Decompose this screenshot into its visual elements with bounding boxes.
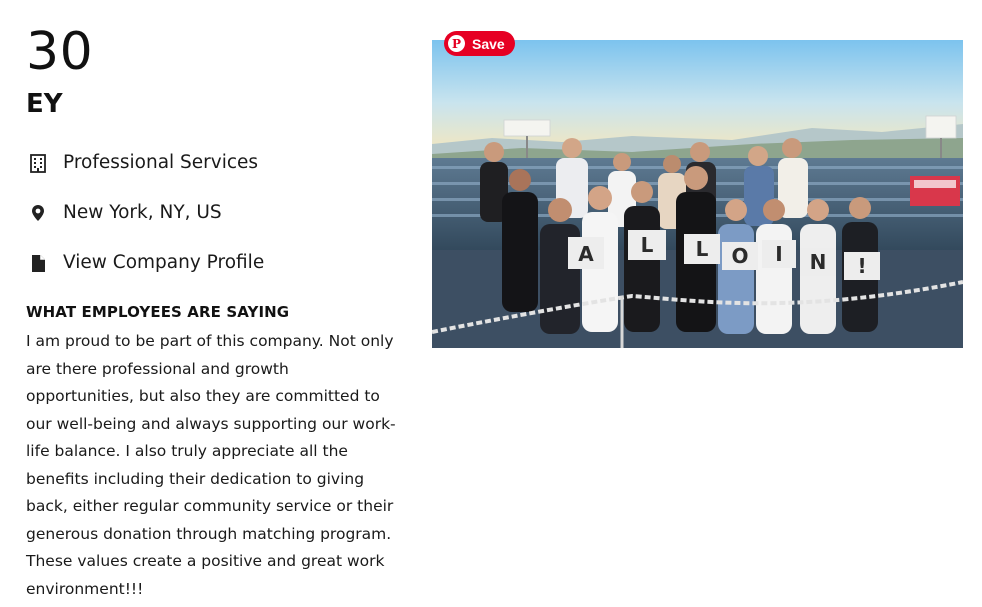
- sign-letter: !: [857, 254, 867, 278]
- sign-letter: N: [809, 250, 827, 274]
- building-icon: [26, 151, 50, 175]
- employee-quote-text: I am proud to be part of this company. Not only are there professional and growth opportunities, but also they are committed to our well-being and always supporting our work-life balance. I also truly appreciate all the benefits including their dedication to giving back, either regular community service or their generous donation through matching program. These values create a positive and great work environment!!!: [26, 332, 396, 598]
- location-label: New York, NY, US: [63, 202, 222, 223]
- sign-letter: A: [578, 242, 594, 266]
- view-company-profile-label: View Company Profile: [63, 252, 265, 273]
- company-name: EY: [26, 89, 63, 119]
- view-company-profile-link[interactable]: [26, 250, 396, 276]
- sign-letter: L: [695, 237, 709, 261]
- document-icon: [26, 251, 50, 275]
- sign-letter: O: [731, 244, 749, 268]
- company-team-photo: [432, 40, 963, 348]
- pinterest-logo-icon: P: [448, 35, 465, 52]
- pinterest-save-label: Save: [472, 35, 505, 52]
- employees-quote-heading: WHAT EMPLOYEES ARE SAYING: [26, 303, 290, 321]
- location-row: [26, 200, 396, 226]
- map-pin-icon: [26, 201, 50, 225]
- rank-number: 30: [26, 22, 94, 82]
- sign-letter: L: [640, 233, 654, 257]
- industry-label: Professional Services: [63, 152, 259, 173]
- sign-letter: I: [775, 242, 783, 266]
- pinterest-save-button[interactable]: [444, 31, 515, 56]
- industry-row: [26, 150, 396, 176]
